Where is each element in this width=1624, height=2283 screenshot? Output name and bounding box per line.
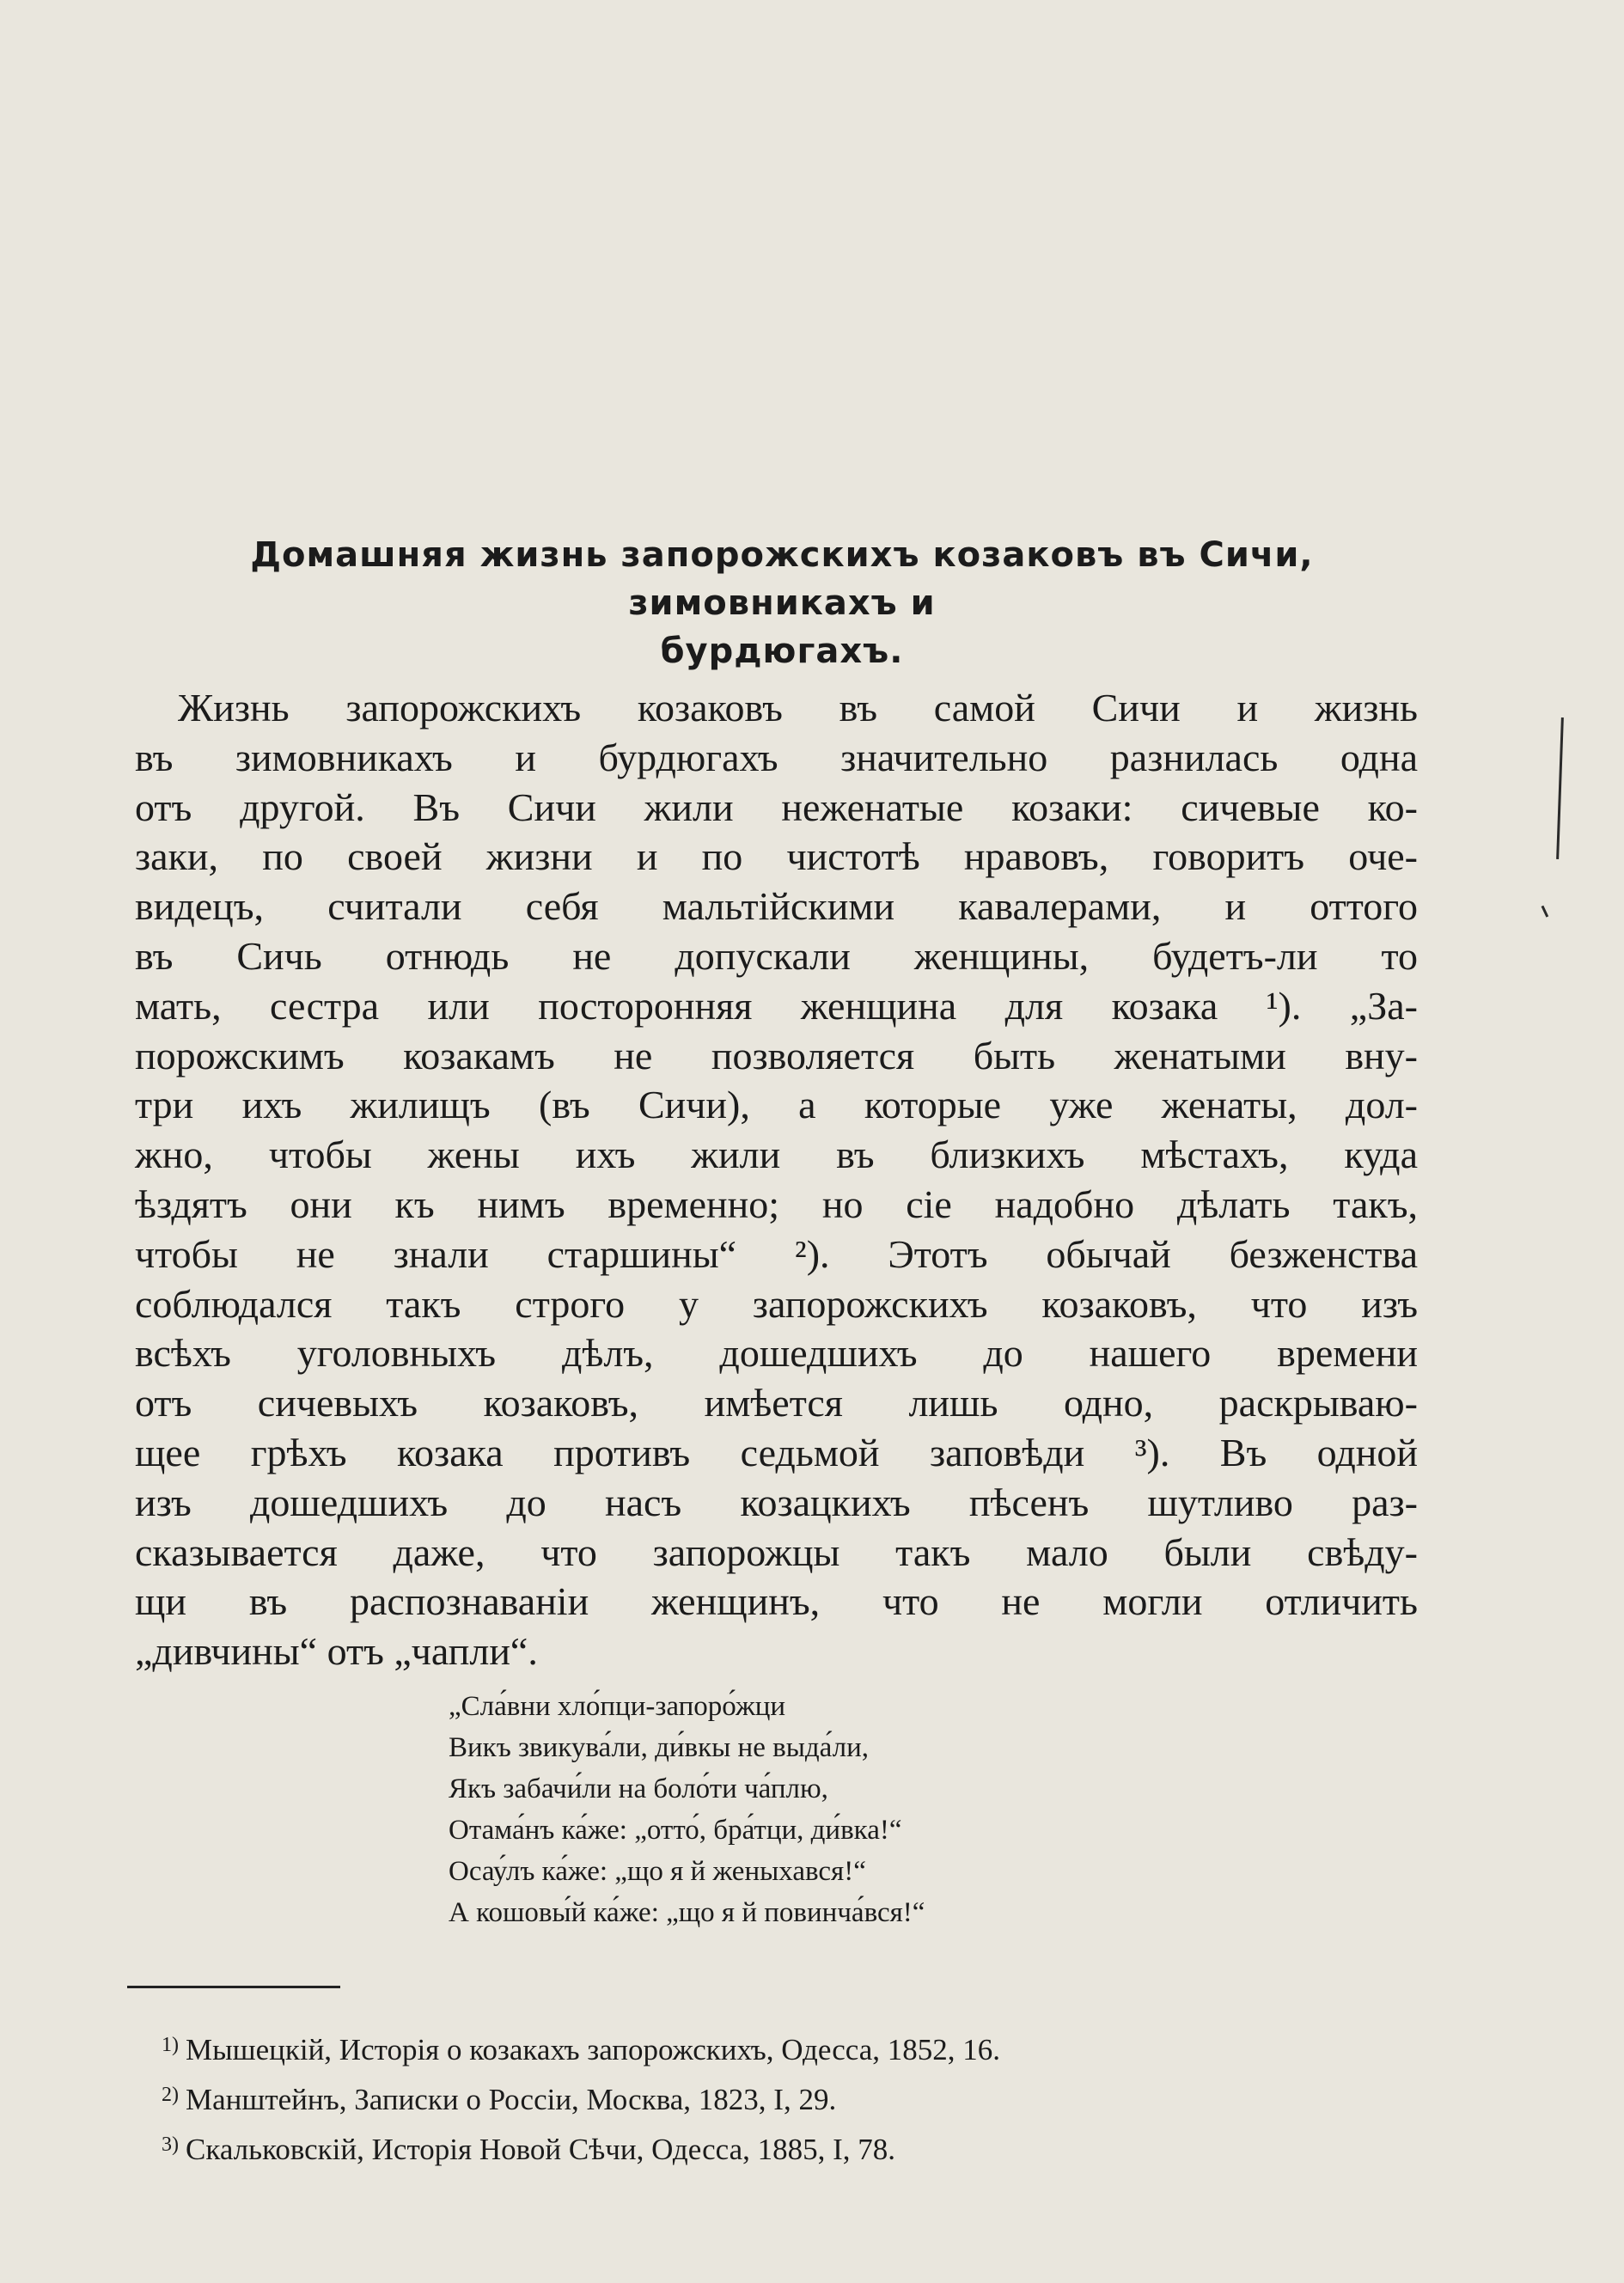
body-line: чтобы не знали старшины“ ²). Этотъ обычай безженства: [135, 1231, 1418, 1276]
body-line: три ихъ жилищъ (въ Сичи), а которые уже женаты, дол-: [135, 1083, 1418, 1127]
body-paragraph: [135, 683, 1418, 1676]
body-line: въ Сичь отнюдь не допускали женщины, будетъ-ли то: [135, 933, 1418, 978]
footnote-1: [162, 2023, 1000, 2072]
body-line: видецъ, считали себя мальтійскими кавалерами, и оттого: [135, 884, 1418, 929]
margin-pencil-line: [1556, 717, 1564, 859]
chapter-heading-line-2: бурдюгахъ.: [660, 632, 904, 671]
body-line: мать, сестра или посторонняя женщина для козака ¹). „За-: [135, 983, 1418, 1028]
song-line: А кошовы́й ка́же: „що я й повинча́вся!“: [449, 1897, 925, 1928]
body-line: щее грѣхъ козака противъ седьмой заповѣди ³). Въ одной: [135, 1430, 1418, 1474]
margin-pencil-tick: [1542, 902, 1555, 917]
body-line: изъ дошедшихъ до насъ козацкихъ пѣсенъ шутливо раз-: [135, 1480, 1418, 1524]
body-line: сказывается даже, что запорожцы такъ мало были свѣду-: [135, 1529, 1418, 1574]
body-line: въ зимовникахъ и бурдюгахъ значительно разнилась одна: [135, 735, 1418, 779]
body-line: всѣхъ уголовныхъ дѣлъ, дошедшихъ до нашего времени: [135, 1331, 1418, 1376]
body-line: отъ другой. Въ Сичи жили неженатые козаки: сичевые ко-: [135, 784, 1418, 829]
footnote-marker: 2): [162, 2084, 179, 2106]
body-line: отъ сичевыхъ козаковъ, имѣется лишь одно, раскрываю-: [135, 1381, 1418, 1425]
footnote-3: [162, 2122, 1000, 2172]
footnote-2: [162, 2072, 1000, 2122]
footnotes: [162, 2023, 1000, 2172]
chapter-heading-line-1: Домашняя жизнь запорожскихъ козаковъ въ Сичи, зимовникахъ и: [250, 535, 1314, 623]
footnote-text: Манштейнъ, Записки о Россіи, Москва, 1823, I, 29.: [186, 2083, 837, 2116]
body-line: соблюдался такъ строго у запорожскихъ козаковъ, что изъ: [135, 1281, 1418, 1326]
song-line: Якъ забачи́ли на боло́ти ча́плю,: [449, 1773, 828, 1804]
body-line: Жизнь запорожскихъ козаковъ въ самой Сичи и жизнь: [178, 686, 1418, 729]
footnote-marker: 3): [162, 2133, 179, 2156]
footnote-text: Мышецкій, Исторія о козакахъ запорожскихъ, Одесса, 1852, 16.: [186, 2033, 1001, 2066]
song-line: Викъ звикува́ли, ди́вкы не выда́ли,: [449, 1732, 869, 1763]
body-line: щи въ распознаваніи женщинъ, что не могли отличить: [135, 1579, 1418, 1624]
footnote-text: Скальковскій, Исторія Новой Сѣчи, Одесса, 1885, I, 78.: [186, 2133, 896, 2166]
body-line: порожскимъ козакамъ не позволяется быть женатыми вну-: [135, 1033, 1418, 1077]
footnote-divider: [127, 1986, 340, 1988]
song-line: „Сла́вни хло́пци-запоро́жци: [449, 1691, 786, 1722]
chapter-heading: [137, 531, 1426, 675]
song-quote: [449, 1686, 925, 1933]
body-line: жно, чтобы жены ихъ жили въ близкихъ мѣстахъ, куда: [135, 1132, 1418, 1177]
body-line: „дивчины“ отъ „чапли“.: [135, 1629, 538, 1674]
song-line: Отама́нъ ка́же: „отто́, бра́тци, ди́вка!“: [449, 1815, 902, 1846]
body-line: ѣздятъ они къ нимъ временно; но сіе надобно дѣлать такъ,: [135, 1181, 1418, 1226]
body-line: заки, по своей жизни и по чистотѣ нравовъ, говоритъ оче-: [135, 834, 1418, 879]
song-line: Осау́лъ ка́же: „що я й женыхався!“: [449, 1856, 866, 1887]
footnote-marker: 1): [162, 2034, 179, 2056]
